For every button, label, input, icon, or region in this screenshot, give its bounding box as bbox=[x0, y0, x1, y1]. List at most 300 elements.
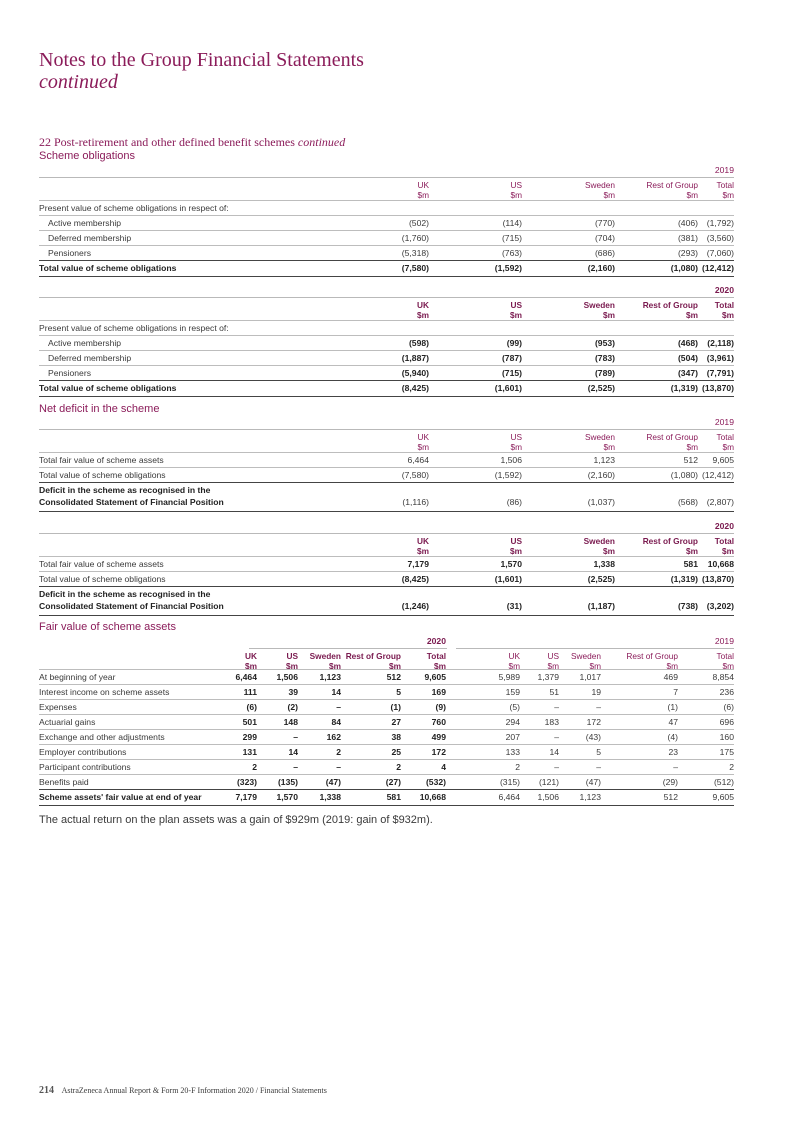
column-header-2019-total bbox=[684, 651, 734, 671]
column-header-unit: $m bbox=[389, 661, 401, 671]
cell-2019-total: 2 bbox=[729, 762, 734, 772]
column-header-name: Sweden bbox=[585, 180, 615, 190]
cell-rest: (468) bbox=[677, 338, 698, 348]
column-header-name: Total bbox=[716, 651, 734, 661]
cell-uk: (8,425) bbox=[401, 383, 429, 393]
cell-2020-sweden: 1,123 bbox=[319, 672, 341, 682]
deficit-table-2020 bbox=[39, 521, 734, 616]
column-header-name: US bbox=[510, 300, 522, 310]
cell-total: (7,060) bbox=[706, 248, 734, 258]
column-header-unit: $m bbox=[603, 190, 615, 200]
column-header-2019-rest bbox=[606, 651, 678, 671]
cell-2020-uk: 2 bbox=[252, 762, 257, 772]
column-header-name: UK bbox=[508, 651, 520, 661]
cell-2019-uk: (315) bbox=[499, 777, 520, 787]
cell-2019-total: (512) bbox=[713, 777, 734, 787]
cell-2019-us: 183 bbox=[544, 717, 559, 727]
cell-2020-total: 169 bbox=[431, 687, 446, 697]
cell-total: (2,807) bbox=[706, 497, 734, 507]
cell-2020-us: (2) bbox=[287, 702, 298, 712]
cell-total: 10,668 bbox=[707, 559, 734, 569]
cell-2020-rest: 25 bbox=[391, 747, 401, 757]
cell-2019-sweden: (47) bbox=[585, 777, 601, 787]
cell-2020-uk: 7,179 bbox=[235, 792, 257, 802]
column-header-name: Total bbox=[716, 180, 734, 190]
column-header-unit: $m bbox=[589, 661, 601, 671]
column-header-unit: $m bbox=[722, 661, 734, 671]
cell-2020-sweden: 2 bbox=[336, 747, 341, 757]
cell-total: (3,202) bbox=[706, 601, 734, 611]
cell-sweden: (770) bbox=[594, 218, 615, 228]
table-row bbox=[39, 335, 734, 351]
cell-uk: 6,464 bbox=[407, 455, 429, 465]
cell-2020-us: 14 bbox=[288, 747, 298, 757]
cell-2019-rest: 47 bbox=[668, 717, 678, 727]
cell-total: (1,792) bbox=[706, 218, 734, 228]
page-subtitle: continued bbox=[39, 71, 118, 93]
row-label: Total value of scheme obligations bbox=[39, 574, 166, 584]
cell-2019-us: 14 bbox=[549, 747, 559, 757]
cell-2020-us: 1,506 bbox=[276, 672, 298, 682]
total-row bbox=[39, 586, 734, 616]
column-header-name: Sweden bbox=[583, 536, 615, 546]
cell-rest: (1,319) bbox=[670, 574, 698, 584]
row-label bbox=[39, 589, 224, 612]
table-row bbox=[39, 571, 734, 587]
cell-2020-rest: 2 bbox=[396, 762, 401, 772]
cell-us: (31) bbox=[506, 601, 522, 611]
cell-sweden: 1,338 bbox=[593, 559, 615, 569]
cell-uk: (502) bbox=[408, 218, 429, 228]
column-header-2019-uk bbox=[480, 651, 520, 671]
column-header-unit: $m bbox=[417, 310, 429, 320]
cell-2020-us: 148 bbox=[283, 717, 298, 727]
cell-total: (3,961) bbox=[706, 353, 734, 363]
cell-uk: (1,887) bbox=[401, 353, 429, 363]
column-header-name: Rest of Group bbox=[642, 300, 698, 310]
column-header-unit: $m bbox=[686, 546, 698, 556]
cell-2019-us: (121) bbox=[538, 777, 559, 787]
table-row bbox=[39, 230, 734, 246]
row-label: At beginning of year bbox=[39, 672, 116, 682]
column-header-us bbox=[442, 536, 522, 556]
cell-2019-total: 236 bbox=[719, 687, 734, 697]
row-label: Pensioners bbox=[48, 248, 91, 258]
cell-2019-uk: 159 bbox=[505, 687, 520, 697]
total-row bbox=[39, 482, 734, 512]
header-rule bbox=[39, 429, 734, 430]
row-label: Total fair value of scheme assets bbox=[39, 559, 164, 569]
note-heading bbox=[39, 135, 345, 149]
cell-2020-uk: (6) bbox=[246, 702, 257, 712]
row-label: Total value of scheme obligations bbox=[39, 470, 166, 480]
table-row bbox=[39, 556, 734, 572]
total-row bbox=[39, 380, 734, 397]
cell-2020-us: – bbox=[293, 762, 298, 772]
cell-sweden: (2,160) bbox=[587, 470, 615, 480]
cell-uk: (1,760) bbox=[401, 233, 429, 243]
cell-2019-sweden: 19 bbox=[591, 687, 601, 697]
cell-total: (2,118) bbox=[707, 338, 734, 348]
cell-rest: (381) bbox=[677, 233, 698, 243]
column-header-unit: $m bbox=[417, 190, 429, 200]
column-header-us bbox=[442, 180, 522, 200]
column-header-total bbox=[654, 536, 734, 556]
column-header-name: Sweden bbox=[583, 300, 615, 310]
cell-total: (12,412) bbox=[701, 470, 734, 480]
cell-2019-rest: (1) bbox=[667, 702, 678, 712]
cell-2020-uk: 6,464 bbox=[235, 672, 257, 682]
cell-2019-total: (6) bbox=[723, 702, 734, 712]
note-title: 22 Post-retirement and other defined benefit schemes bbox=[39, 135, 295, 149]
cell-2019-sweden: 1,123 bbox=[579, 792, 601, 802]
cell-total: (12,412) bbox=[701, 263, 734, 273]
cell-2019-rest: 23 bbox=[668, 747, 678, 757]
column-header-2019-sweden bbox=[561, 651, 601, 671]
row-label: Actuarial gains bbox=[39, 717, 96, 727]
table-row bbox=[39, 452, 734, 468]
header-rule bbox=[39, 297, 734, 298]
cell-uk: (1,116) bbox=[402, 497, 429, 507]
cell-rest: (568) bbox=[677, 497, 698, 507]
row-label-line1: Deficit in the scheme as recognised in the bbox=[39, 485, 211, 495]
cell-2019-sweden: 5 bbox=[596, 747, 601, 757]
row-label: Active membership bbox=[48, 338, 122, 348]
column-header-unit: $m bbox=[434, 661, 446, 671]
cell-sweden: (1,187) bbox=[587, 601, 615, 611]
cell-rest: (504) bbox=[677, 353, 698, 363]
cell-2019-us: – bbox=[554, 762, 559, 772]
table-row bbox=[39, 774, 734, 790]
cell-us: 1,570 bbox=[500, 559, 522, 569]
cell-sweden: (2,525) bbox=[587, 574, 615, 584]
cell-us: (1,592) bbox=[494, 263, 522, 273]
year-label-2019: 2019 bbox=[714, 636, 734, 646]
cell-2020-sweden: 162 bbox=[326, 732, 341, 742]
row-label: Employer contributions bbox=[39, 747, 127, 757]
cell-uk: (7,580) bbox=[401, 263, 429, 273]
table-row bbox=[39, 699, 734, 715]
table-row bbox=[39, 684, 734, 700]
column-header-name: Rest of Group bbox=[646, 432, 698, 442]
cell-rest: (406) bbox=[677, 218, 698, 228]
column-header-2020-total bbox=[396, 651, 446, 671]
deficit-table-2019 bbox=[39, 417, 734, 512]
header-rule-2019 bbox=[456, 648, 734, 649]
cell-uk: (598) bbox=[408, 338, 429, 348]
cell-2019-total: 160 bbox=[719, 732, 734, 742]
cell-us: (715) bbox=[501, 368, 522, 378]
column-header-total bbox=[654, 180, 734, 200]
column-header-name: UK bbox=[417, 300, 429, 310]
table-row bbox=[39, 759, 734, 775]
cell-sweden: (789) bbox=[594, 368, 615, 378]
column-header-unit: $m bbox=[722, 190, 734, 200]
cell-total: (7,791) bbox=[706, 368, 734, 378]
column-header-name: Rest of Group bbox=[642, 536, 698, 546]
cell-uk: (5,940) bbox=[401, 368, 429, 378]
column-header-unit: $m bbox=[603, 442, 615, 452]
cell-sweden: (2,160) bbox=[587, 263, 615, 273]
table-row bbox=[39, 467, 734, 483]
cell-us: (787) bbox=[501, 353, 522, 363]
column-header-unit: $m bbox=[686, 310, 698, 320]
cell-2020-sweden: – bbox=[336, 702, 341, 712]
cell-2019-us: – bbox=[554, 732, 559, 742]
section-heading-obligations: Scheme obligations bbox=[39, 150, 136, 162]
cell-2020-sweden: 1,338 bbox=[319, 792, 341, 802]
cell-us: (763) bbox=[501, 248, 522, 258]
cell-2020-sweden: 14 bbox=[331, 687, 341, 697]
cell-2019-rest: – bbox=[673, 762, 678, 772]
row-label: Present value of scheme obligations in respect of: bbox=[39, 323, 229, 333]
cell-rest: (1,319) bbox=[670, 383, 698, 393]
cell-2019-uk: 207 bbox=[505, 732, 520, 742]
cell-2019-sweden: 172 bbox=[586, 717, 601, 727]
cell-2019-total: 9,605 bbox=[712, 792, 734, 802]
column-header-name: Total bbox=[714, 536, 734, 546]
table-row bbox=[39, 365, 734, 381]
column-header-unit: $m bbox=[508, 661, 520, 671]
cell-2020-us: 1,570 bbox=[276, 792, 298, 802]
closing-note: The actual return on the plan assets was a gain of $929m (2019: gain of $932m). bbox=[39, 814, 433, 826]
header-rule-2020 bbox=[249, 648, 447, 649]
page-footer bbox=[39, 1085, 327, 1096]
year-label-2020: 2020 bbox=[426, 636, 446, 646]
cell-2020-uk: 131 bbox=[242, 747, 257, 757]
cell-2019-total: 175 bbox=[719, 747, 734, 757]
column-header-unit: $m bbox=[547, 661, 559, 671]
table-row bbox=[39, 350, 734, 366]
cell-2019-uk: 2 bbox=[515, 762, 520, 772]
column-header-unit: $m bbox=[417, 546, 429, 556]
row-label: Active membership bbox=[48, 218, 122, 228]
row-label bbox=[39, 485, 224, 508]
column-header-name: Rest of Group bbox=[345, 651, 401, 661]
column-header-2019-us bbox=[521, 651, 559, 671]
column-header-us bbox=[442, 432, 522, 452]
table-row bbox=[39, 669, 734, 685]
cell-2019-sweden: 1,017 bbox=[579, 672, 601, 682]
column-header-uk bbox=[349, 536, 429, 556]
cell-2020-total: (9) bbox=[435, 702, 446, 712]
cell-2020-total: 172 bbox=[431, 747, 446, 757]
table-row bbox=[39, 714, 734, 730]
section-heading-deficit: Net deficit in the scheme bbox=[39, 403, 160, 415]
row-label: Benefits paid bbox=[39, 777, 89, 787]
cell-rest: (347) bbox=[677, 368, 698, 378]
column-header-unit: $m bbox=[686, 190, 698, 200]
cell-us: (1,601) bbox=[494, 383, 522, 393]
cell-2020-rest: (1) bbox=[390, 702, 401, 712]
cell-2019-sweden: (43) bbox=[585, 732, 601, 742]
cell-sweden: (1,037) bbox=[587, 497, 615, 507]
intro-row bbox=[39, 320, 734, 336]
footer-text: AstraZeneca Annual Report & Form 20-F Information 2020 / Financial Statements bbox=[61, 1086, 327, 1095]
cell-2020-total: 760 bbox=[431, 717, 446, 727]
row-label: Deferred membership bbox=[48, 233, 132, 243]
year-label: 2019 bbox=[714, 165, 734, 175]
row-label: Deferred membership bbox=[48, 353, 132, 363]
cell-rest: (738) bbox=[677, 601, 698, 611]
column-header-unit: $m bbox=[245, 661, 257, 671]
cell-us: (1,592) bbox=[494, 470, 522, 480]
row-label: Total value of scheme obligations bbox=[39, 263, 177, 273]
cell-rest: (1,080) bbox=[670, 263, 698, 273]
row-label: Expenses bbox=[39, 702, 77, 712]
cell-2019-us: 1,506 bbox=[537, 792, 559, 802]
column-header-name: UK bbox=[417, 536, 429, 546]
table-row bbox=[39, 729, 734, 745]
cell-2019-rest: 7 bbox=[673, 687, 678, 697]
column-header-total bbox=[654, 300, 734, 320]
cell-rest: (1,080) bbox=[670, 470, 698, 480]
cell-2019-uk: (5) bbox=[509, 702, 520, 712]
cell-2020-sweden: – bbox=[336, 762, 341, 772]
cell-sweden: (783) bbox=[594, 353, 615, 363]
year-label: 2019 bbox=[714, 417, 734, 427]
column-header-unit: $m bbox=[603, 310, 615, 320]
cell-2019-rest: (4) bbox=[667, 732, 678, 742]
header-rule bbox=[39, 533, 734, 534]
table-row bbox=[39, 215, 734, 231]
column-header-name: Total bbox=[716, 432, 734, 442]
column-header-name: Sweden bbox=[309, 651, 341, 661]
cell-us: (99) bbox=[506, 338, 522, 348]
column-header-name: US bbox=[286, 651, 298, 661]
column-header-total bbox=[654, 432, 734, 452]
column-header-unit: $m bbox=[510, 442, 522, 452]
cell-2020-total: 499 bbox=[431, 732, 446, 742]
section-heading-assets: Fair value of scheme assets bbox=[39, 621, 176, 633]
column-header-uk bbox=[349, 180, 429, 200]
column-header-unit: $m bbox=[417, 442, 429, 452]
cell-2020-uk: (323) bbox=[236, 777, 257, 787]
obligations-table-2019 bbox=[39, 165, 734, 275]
cell-uk: 7,179 bbox=[407, 559, 429, 569]
year-label: 2020 bbox=[714, 285, 734, 295]
column-header-name: Rest of Group bbox=[646, 180, 698, 190]
column-header-unit: $m bbox=[510, 546, 522, 556]
cell-sweden: (704) bbox=[594, 233, 615, 243]
cell-2020-uk: 501 bbox=[242, 717, 257, 727]
cell-2020-rest: 581 bbox=[386, 792, 401, 802]
cell-us: (715) bbox=[501, 233, 522, 243]
cell-uk: (1,246) bbox=[401, 601, 429, 611]
column-header-unit: $m bbox=[510, 190, 522, 200]
cell-us: (1,601) bbox=[494, 574, 522, 584]
cell-2019-us: 51 bbox=[549, 687, 559, 697]
cell-sweden: 1,123 bbox=[593, 455, 615, 465]
cell-us: (114) bbox=[502, 218, 522, 228]
cell-2020-uk: 299 bbox=[242, 732, 257, 742]
cell-2019-uk: 5,989 bbox=[498, 672, 520, 682]
header-rule bbox=[39, 177, 734, 178]
cell-2020-rest: 38 bbox=[391, 732, 401, 742]
cell-total: 9,605 bbox=[712, 455, 734, 465]
cell-2020-sweden: (47) bbox=[325, 777, 341, 787]
note-continued: continued bbox=[297, 135, 346, 149]
cell-sweden: (2,525) bbox=[587, 383, 615, 393]
cell-sweden: (686) bbox=[594, 248, 615, 258]
column-header-name: US bbox=[510, 432, 522, 442]
cell-2019-us: 1,379 bbox=[537, 672, 559, 682]
cell-uk: (7,580) bbox=[401, 470, 429, 480]
cell-2019-uk: 133 bbox=[505, 747, 520, 757]
page-number: 214 bbox=[39, 1085, 54, 1096]
cell-2020-rest: 27 bbox=[391, 717, 401, 727]
column-header-unit: $m bbox=[286, 661, 298, 671]
cell-2019-rest: (29) bbox=[662, 777, 678, 787]
column-header-uk bbox=[349, 432, 429, 452]
cell-2020-rest: 5 bbox=[396, 687, 401, 697]
column-header-name: US bbox=[510, 536, 522, 546]
intro-row bbox=[39, 200, 734, 216]
column-header-name: UK bbox=[245, 651, 257, 661]
cell-2020-total: 10,668 bbox=[419, 792, 446, 802]
column-header-unit: $m bbox=[510, 310, 522, 320]
cell-2019-uk: 6,464 bbox=[498, 792, 520, 802]
cell-2019-rest: 469 bbox=[663, 672, 678, 682]
cell-uk: (8,425) bbox=[401, 574, 429, 584]
cell-2019-sweden: – bbox=[596, 702, 601, 712]
assets-table bbox=[39, 636, 734, 804]
column-header-name: UK bbox=[417, 432, 429, 442]
cell-2020-uk: 111 bbox=[243, 687, 257, 697]
page-title: Notes to the Group Financial Statements bbox=[39, 49, 364, 71]
total-row bbox=[39, 789, 734, 806]
obligations-table-2020 bbox=[39, 285, 734, 395]
cell-rest: 581 bbox=[683, 559, 698, 569]
column-header-unit: $m bbox=[329, 661, 341, 671]
row-label-line1: Deficit in the scheme as recognised in the bbox=[39, 589, 211, 599]
cell-2020-us: (135) bbox=[277, 777, 298, 787]
row-label: Total value of scheme obligations bbox=[39, 383, 177, 393]
cell-2020-total: (532) bbox=[425, 777, 446, 787]
cell-rest: (293) bbox=[677, 248, 698, 258]
table-row bbox=[39, 245, 734, 261]
cell-2020-total: 4 bbox=[441, 762, 446, 772]
column-header-name: US bbox=[547, 651, 559, 661]
column-header-unit: $m bbox=[722, 442, 734, 452]
year-label: 2020 bbox=[714, 521, 734, 531]
row-label: Present value of scheme obligations in respect of: bbox=[39, 203, 229, 213]
cell-total: (13,870) bbox=[701, 574, 734, 584]
column-header-name: Rest of Group bbox=[626, 651, 678, 661]
cell-2020-sweden: 84 bbox=[331, 717, 341, 727]
column-header-2020-rest bbox=[333, 651, 401, 671]
row-label: Scheme assets' fair value at end of year bbox=[39, 792, 202, 802]
column-header-name: Total bbox=[426, 651, 446, 661]
cell-2020-total: 9,605 bbox=[424, 672, 446, 682]
column-header-name: US bbox=[510, 180, 522, 190]
cell-us: 1,506 bbox=[500, 455, 522, 465]
cell-uk: (5,318) bbox=[401, 248, 429, 258]
cell-2019-total: 696 bbox=[719, 717, 734, 727]
column-header-uk bbox=[349, 300, 429, 320]
cell-2019-uk: 294 bbox=[505, 717, 520, 727]
row-label: Total fair value of scheme assets bbox=[39, 455, 164, 465]
column-header-unit: $m bbox=[722, 546, 734, 556]
cell-2019-us: – bbox=[554, 702, 559, 712]
cell-total: (13,870) bbox=[701, 383, 734, 393]
column-header-name: Total bbox=[714, 300, 734, 310]
column-header-unit: $m bbox=[722, 310, 734, 320]
row-label-line2: Consolidated Statement of Financial Position bbox=[39, 496, 224, 507]
table-row bbox=[39, 744, 734, 760]
cell-2020-rest: 512 bbox=[386, 672, 401, 682]
column-header-unit: $m bbox=[666, 661, 678, 671]
